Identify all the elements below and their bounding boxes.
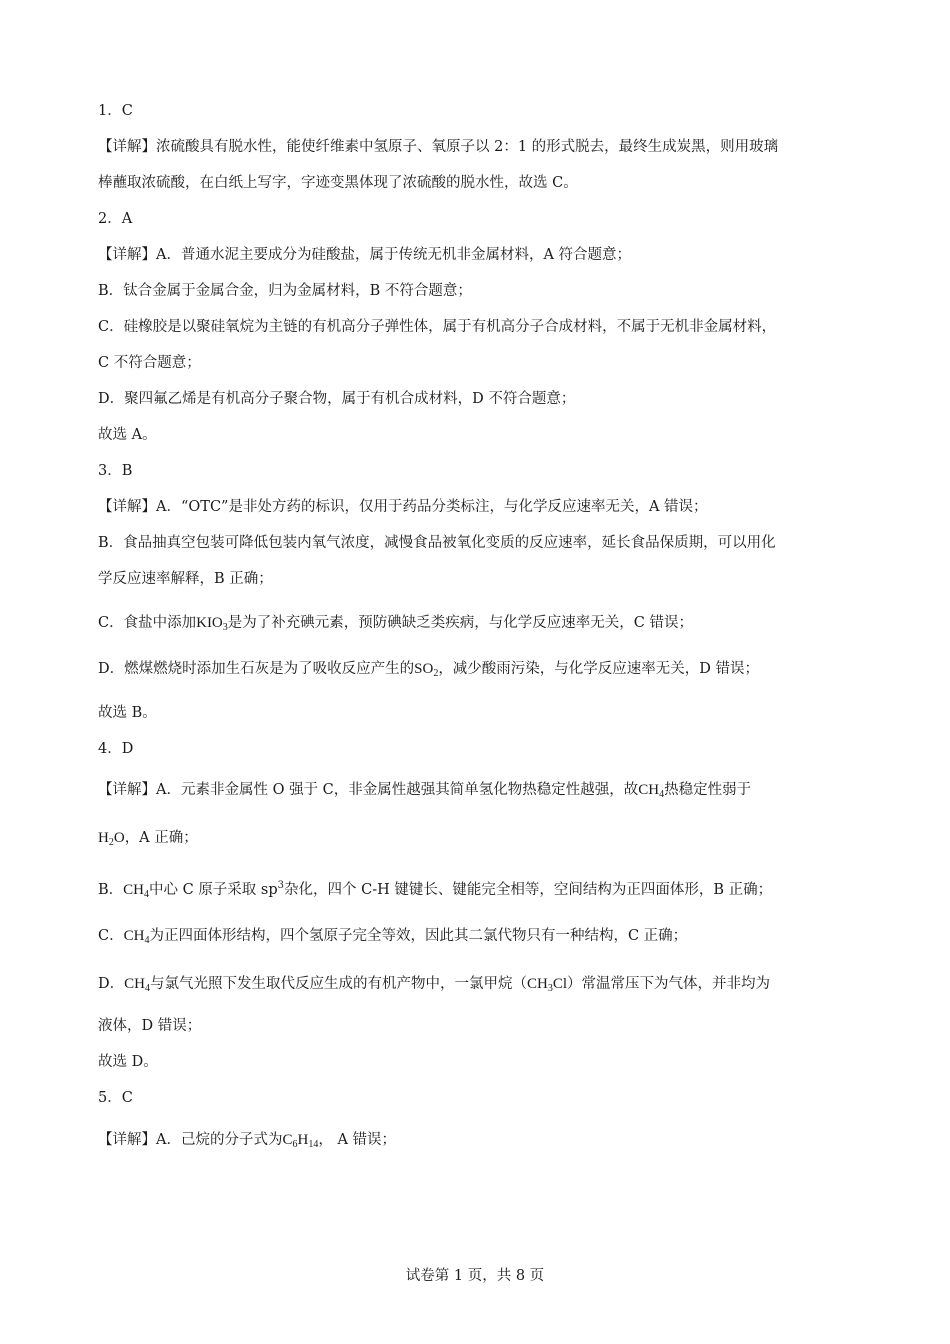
formula-ch4: $CH_4$ [123, 928, 150, 946]
q3-number: 3．B [98, 463, 133, 479]
q3-line-2: B．食品抽真空包装可降低包装内氧气浓度，减慢食品被氧化变质的反应速率，延长食品保质期，可以用化 [98, 535, 776, 551]
q5-line-1: 【详解】A．己烷的分子式为$C_6H_{14}$， A 错误； [98, 1132, 397, 1150]
q3-line-5-text-a: D．燃煤燃烧时添加生石灰是为了吸收反应产生的 [98, 661, 415, 677]
formula-c6h14: $C_6H_{14}$ [282, 1132, 319, 1150]
q2-line-2: B．钛合金属于金属合金，归为金属材料，B 不符合题意； [98, 283, 472, 299]
q4-line-1-text-b: 热稳定性弱于 [664, 782, 752, 798]
q4-line-6: 液体，D 错误； [98, 1018, 202, 1034]
q2-line-4: C 不符合题意； [98, 355, 201, 371]
q3-line-5 [98, 659, 759, 684]
formula-kio3: $KIO_3$ [196, 615, 228, 633]
q2-line-3: C．硅橡胶是以聚硅氧烷为主链的有机高分子弹性体，属于有机高分子合成材料，不属于无机非金属材料， [98, 319, 777, 335]
q3-line-5-text-b: ，减少酸雨污染，与化学反应速率无关，D 错误； [438, 661, 760, 677]
q4-line-7: 故选 D。 [98, 1054, 158, 1070]
q3-line-3: 学反应速率解释，B 正确； [98, 571, 273, 587]
q3-line-4-text-b: 是为了补充碘元素，预防碘缺乏类疾病，与化学反应速率无关，C 错误； [227, 615, 693, 631]
q3-line-4-text-a: C．食盐中添加 [98, 615, 197, 631]
q4-line-1-text-a: 【详解】A．元素非金属性 O 强于 C，非金属性越强其简单氢化物热稳定性越强，故 [98, 782, 639, 798]
q2-line-1: 【详解】A．普通水泥主要成分为硅酸盐，属于传统无机非金属材料，A 符合题意； [98, 247, 632, 263]
q2-line-6: 故选 A。 [98, 427, 157, 443]
q2-number: 2．A [98, 211, 133, 227]
q1-number: 1．C [98, 103, 133, 119]
q4-line-5: D．$CH_4$与氯气光照下发生取代反应生成的有机产物中，一氯甲烷$(CH_3Cl)$常温常压下为气体，并非均为 [98, 976, 771, 994]
q4-line-4: C．$CH_4$为正四面体形结构，四个氢原子完全等效，因此其二氯代物只有一种结构，C 正确； [98, 928, 688, 946]
q4-line-2 [98, 828, 198, 853]
q3-line-6: 故选 B。 [98, 705, 157, 721]
q4-line-2-text-b: ，A 正确； [124, 830, 198, 846]
q5-number: 5．C [98, 1090, 133, 1106]
q4-line-1 [98, 780, 751, 805]
page-footer: 试卷第 1 页，共 8 页 [405, 1268, 545, 1284]
q4-number: 4．D [98, 741, 134, 757]
q3-line-4 [98, 613, 693, 638]
superscript-3: 3 [277, 880, 285, 891]
formula-ch4: $CH_4$ [123, 882, 149, 900]
formula-ch3cl: $CH_3Cl$ [526, 976, 568, 994]
formula-ch4: $CH_4$ [124, 976, 150, 994]
q1-line-1: 【详解】浓硫酸具有脱水性，能使纤维素中氢原子、氧原子以 2：1 的形式脱去，最终生成炭黑，则用玻璃 [98, 139, 779, 155]
q3-line-1: 【详解】A．“OTC”是非处方药的标识，仅用于药品分类标注，与化学反应速率无关，A 错误； [98, 499, 708, 515]
q4-line-3: B．$CH_4$中心 C 原子采取 $sp^3$杂化，四个 C-H 键键长、键能完全相等，空间结构为正四面体形，B 正确； [98, 880, 773, 900]
q1-line-2: 棒蘸取浓硫酸，在白纸上写字，字迹变黑体现了浓硫酸的脱水性，故选 C。 [98, 175, 578, 191]
q2-line-5: D．聚四氟乙烯是有机高分子聚合物，属于有机合成材料，D 不符合题意； [98, 391, 576, 407]
formula-ch4: $CH_4$ [638, 782, 665, 800]
formula-h2o: $H_2O$ [98, 830, 125, 848]
formula-so2: $SO_2$ [414, 661, 439, 679]
